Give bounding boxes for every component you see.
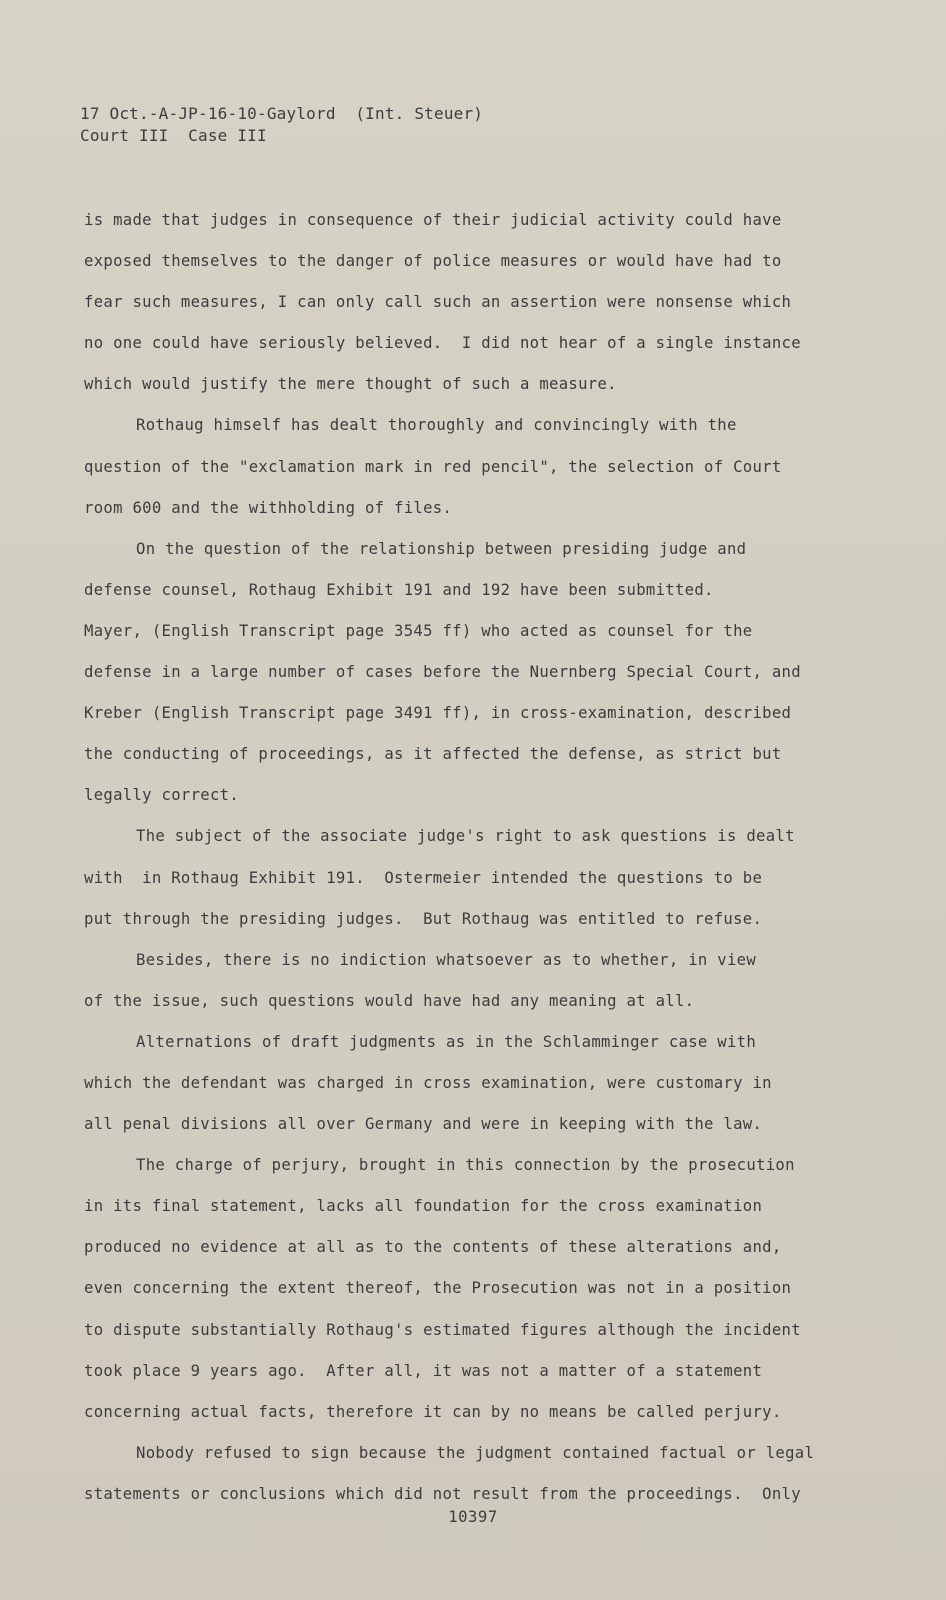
text-line: Kreber (English Transcript page 3491 ff), in cross-examination, described xyxy=(84,704,792,723)
header-reference: 17 Oct.-A-JP-16-10-Gaylord (Int. Steuer) xyxy=(80,104,484,123)
text-line: Rothaug himself has dealt thoroughly and convincingly with the xyxy=(136,416,737,435)
text-line: The subject of the associate judge's right to ask questions is dealt xyxy=(136,827,795,846)
text-line: to dispute substantially Rothaug's estimated figures although the incident xyxy=(84,1320,801,1339)
text-line: the conducting of proceedings, as it affected the defense, as strict but xyxy=(84,745,782,764)
text-line: Besides, there is no indiction whatsoever as to whether, in view xyxy=(136,950,757,969)
text-line: with in Rothaug Exhibit 191. Ostermeier intended the questions to be xyxy=(84,868,763,887)
page-number: 10397 xyxy=(448,1508,498,1526)
header-court-case: Court III Case III xyxy=(80,126,267,145)
text-line: in its final statement, lacks all foundation for the cross examination xyxy=(84,1197,763,1216)
text-line: On the question of the relationship between presiding judge and xyxy=(136,539,747,558)
text-line: concerning actual facts, therefore it can by no means be called perjury. xyxy=(84,1402,782,1421)
text-line: which would justify the mere thought of such a measure. xyxy=(84,375,617,394)
text-line: fear such measures, I can only call such an assertion were nonsense which xyxy=(84,293,792,312)
document-body xyxy=(84,200,874,1515)
text-line: took place 9 years ago. After all, it was not a matter of a statement xyxy=(84,1361,763,1380)
text-line: room 600 and the withholding of files. xyxy=(84,498,453,517)
text-line: Nobody refused to sign because the judgment contained factual or legal xyxy=(136,1443,815,1462)
text-line: statements or conclusions which did not result from the proceedings. Only xyxy=(84,1484,801,1503)
text-line: question of the "exclamation mark in red pencil", the selection of Court xyxy=(84,457,782,476)
text-line: exposed themselves to the danger of police measures or would have had to xyxy=(84,252,782,271)
text-line: which the defendant was charged in cross examination, were customary in xyxy=(84,1073,772,1092)
text-line: is made that judges in consequence of their judicial activity could have xyxy=(84,211,782,229)
document-header xyxy=(80,103,483,147)
text-line: no one could have seriously believed. I did not hear of a single instance xyxy=(84,334,801,353)
text-line: all penal divisions all over Germany and were in keeping with the law. xyxy=(84,1115,763,1134)
text-line: Mayer, (English Transcript page 3545 ff) who acted as counsel for the xyxy=(84,621,753,640)
text-line: defense in a large number of cases before the Nuernberg Special Court, and xyxy=(84,663,801,682)
text-line: produced no evidence at all as to the contents of these alterations and, xyxy=(84,1238,782,1257)
text-line: even concerning the extent thereof, the Prosecution was not in a position xyxy=(84,1279,792,1298)
text-line: Alternations of draft judgments as in the Schlamminger case with xyxy=(136,1032,757,1051)
text-line: The charge of perjury, brought in this connection by the prosecution xyxy=(136,1156,795,1175)
text-line: legally correct. xyxy=(84,786,240,805)
text-line: defense counsel, Rothaug Exhibit 191 and 192 have been submitted. xyxy=(84,580,714,599)
text-line: of the issue, such questions would have had any meaning at all. xyxy=(84,991,695,1010)
text-line: put through the presiding judges. But Rothaug was entitled to refuse. xyxy=(84,909,763,928)
